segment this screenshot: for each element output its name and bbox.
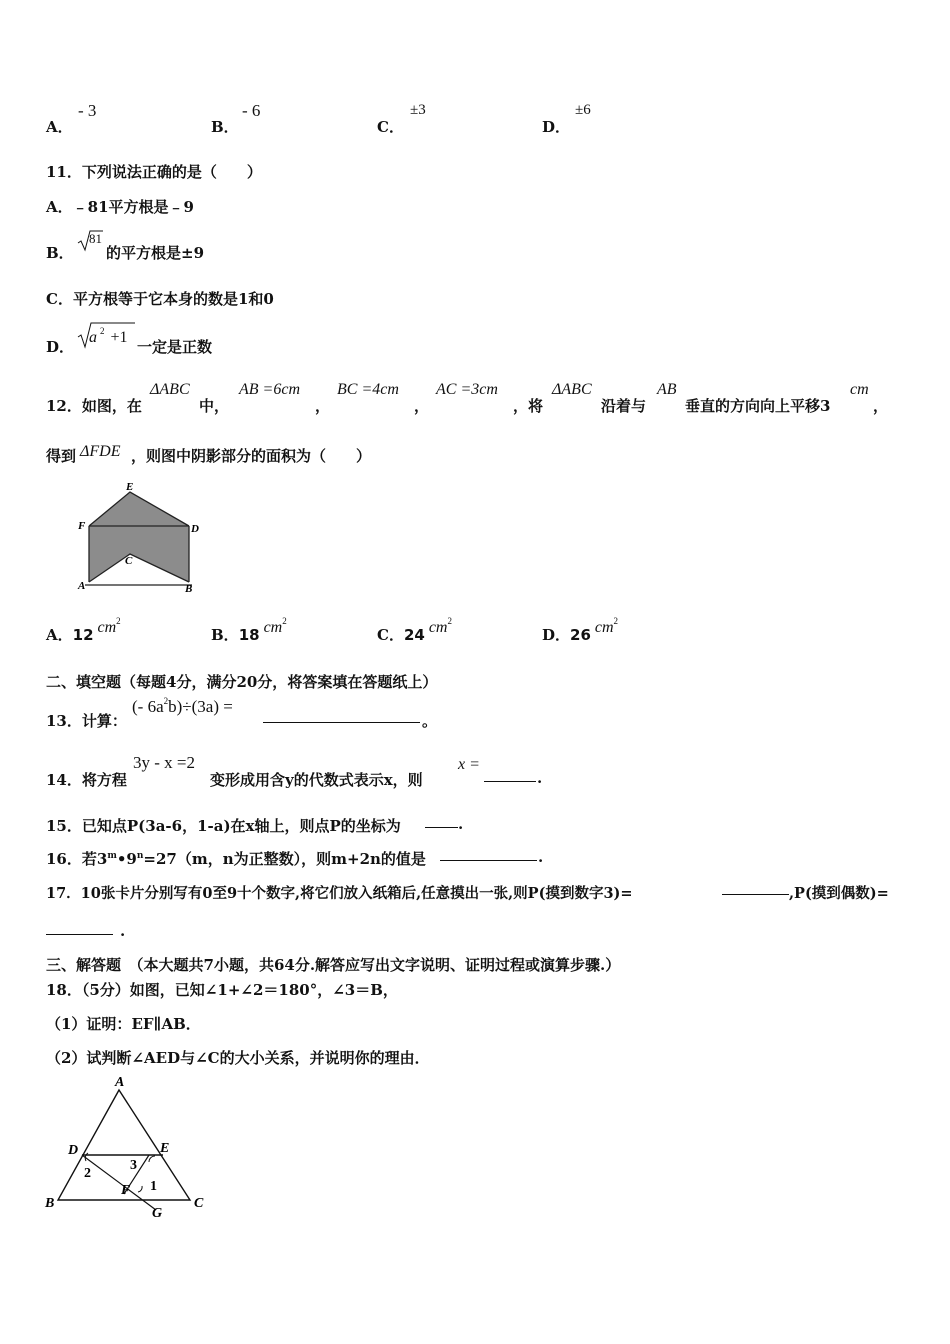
q12-triangle-abc-2: ΔABC bbox=[552, 381, 592, 398]
q12-option-a bbox=[46, 616, 121, 645]
q12-ab-2: AB bbox=[657, 381, 677, 398]
q16-part-3: =27（m，n为正整数），则m+2n的值是 bbox=[143, 850, 426, 868]
q11-option-a-label: A． bbox=[46, 198, 73, 216]
q10-option-c-value: ±3 bbox=[410, 102, 426, 118]
label-d: D bbox=[191, 523, 199, 535]
label-a: A bbox=[115, 1075, 125, 1090]
q13-end: 。 bbox=[422, 712, 438, 730]
q10-option-c-label: C． bbox=[377, 118, 404, 136]
q18-part-1: （1）证明：EF∥AB． bbox=[46, 1015, 201, 1033]
q11-option-d-label: D． bbox=[46, 338, 75, 356]
q14-answer-blank[interactable] bbox=[484, 767, 536, 782]
q13-expr-exp: 2 bbox=[163, 696, 169, 706]
label-angle-2: 2 bbox=[84, 1166, 91, 1181]
q11-option-b-text: 的平方根是±9 bbox=[106, 244, 205, 262]
q12-bc-length: BC =4cm bbox=[337, 381, 399, 398]
q12-option-b-num: 18 bbox=[238, 626, 260, 644]
label-b: B bbox=[185, 583, 193, 595]
q12-option-d bbox=[542, 616, 619, 645]
q12-yanzhe: 沿着与 bbox=[601, 397, 647, 415]
q12-option-d-exp: 2 bbox=[613, 616, 619, 626]
q10-option-a-value: - 3 bbox=[78, 101, 97, 120]
q12-cm: cm bbox=[850, 381, 869, 398]
q12-line2-a: 得到 bbox=[46, 447, 77, 465]
q12-option-b bbox=[211, 616, 287, 645]
q16-part-1: 16．若3 bbox=[46, 850, 108, 868]
label-f: F bbox=[121, 1183, 131, 1198]
q16-answer-blank[interactable] bbox=[440, 846, 537, 861]
q14-end: . bbox=[537, 769, 543, 787]
q11-option-b-label: B． bbox=[46, 244, 74, 262]
q13-expression bbox=[132, 697, 233, 717]
label-e: E bbox=[160, 1141, 170, 1156]
q12-end: ， bbox=[873, 397, 889, 415]
q11-option-c-text: 平方根等于它本身的数是1和0 bbox=[72, 290, 274, 308]
label-angle-1: 1 bbox=[150, 1179, 157, 1194]
q13-expr-part-2: b)÷(3a) = bbox=[168, 697, 233, 716]
q16-end: . bbox=[538, 848, 544, 866]
q12-option-a-unit: cm bbox=[97, 619, 117, 636]
q10-option-d-label: D． bbox=[542, 118, 571, 136]
q11-option-a-text: ﹣81平方根是﹣9 bbox=[72, 198, 194, 216]
q12-option-a-exp: 2 bbox=[116, 616, 121, 626]
q11-option-b-radicand: 81 bbox=[89, 231, 102, 246]
q16-text bbox=[46, 848, 426, 869]
q11-option-c-label: C． bbox=[46, 290, 73, 308]
label-f: F bbox=[78, 520, 86, 532]
q12-line2-b: ，则图中阴影部分的面积为（ ） bbox=[131, 447, 372, 465]
q11-option-c bbox=[46, 288, 274, 309]
q17-text: 17．10张卡片分别写有0至9十个数字,将它们放入纸箱后,任意摸出一张,则P(摸到数字3)= bbox=[46, 885, 633, 902]
q12-option-b-exp: 2 bbox=[282, 616, 287, 626]
q12-ac-length: AC =3cm bbox=[436, 381, 498, 398]
q12-chuizhi: 垂直的方向向上平移3 bbox=[685, 397, 831, 415]
q12-option-c-label: C． bbox=[377, 626, 404, 644]
label-a: A bbox=[78, 580, 86, 592]
q11-option-a bbox=[46, 196, 194, 217]
q15-end: . bbox=[458, 815, 464, 833]
q12-option-c-exp: 2 bbox=[447, 616, 452, 626]
q10-option-b-label: B． bbox=[211, 118, 239, 136]
q17-end: . bbox=[120, 922, 126, 940]
q18-part-2: （2）试判断∠AED与∠C的大小关系，并说明你的理由． bbox=[46, 1049, 430, 1067]
q12-option-c bbox=[377, 616, 452, 645]
q12-option-a-label: A． bbox=[46, 626, 73, 644]
label-c: C bbox=[194, 1196, 204, 1211]
q10-option-b-value: - 6 bbox=[242, 101, 261, 120]
q11-option-d-var: a bbox=[89, 329, 97, 346]
q15-text: 15．已知点P(3a-6，1-a)在x轴上，则点P的坐标为 bbox=[46, 817, 401, 835]
q17-mid: ,P(摸到偶数)= bbox=[789, 885, 889, 902]
q12-number: 12．如图，在 bbox=[46, 397, 142, 415]
q12-option-b-label: B． bbox=[211, 626, 239, 644]
label-e: E bbox=[126, 482, 134, 493]
q14-equation: 3y - x =2 bbox=[133, 753, 195, 772]
q12-option-d-unit: cm bbox=[594, 619, 614, 636]
shaded-region bbox=[89, 492, 189, 582]
q16-exp-m: m bbox=[107, 851, 117, 861]
q12-zhong: 中， bbox=[199, 397, 230, 415]
q12-triangle-abc: ΔABC bbox=[150, 381, 190, 398]
q11-option-d-exp: 2 bbox=[100, 326, 105, 336]
q10-option-d-value: ±6 bbox=[575, 102, 591, 118]
label-b: B bbox=[45, 1196, 55, 1211]
q16-part-2: •9 bbox=[116, 850, 137, 868]
q12-option-d-label: D． bbox=[542, 626, 571, 644]
q13-answer-blank[interactable] bbox=[263, 708, 420, 723]
label-d: D bbox=[68, 1143, 79, 1158]
section-3-heading: 三、解答题 （本大题共7小题，共64分.解答应写出文字说明、证明过程或演算步骤.） bbox=[46, 956, 621, 974]
q17-answer-blank-2[interactable] bbox=[46, 920, 113, 935]
q17-answer-blank-1[interactable] bbox=[722, 880, 789, 895]
q11-option-d-plus: +1 bbox=[110, 329, 128, 346]
q12-comma-1: ， bbox=[315, 397, 331, 415]
section-2-heading: 二、填空题（每题4分，满分20分，将答案填在答题纸上） bbox=[46, 673, 438, 691]
label-angle-3: 3 bbox=[130, 1158, 137, 1173]
q12-comma-2: ， bbox=[414, 397, 430, 415]
q14-text: 14．将方程 bbox=[46, 771, 127, 789]
q12-option-c-unit: cm bbox=[428, 619, 448, 636]
q11-option-d-text: 一定是正数 bbox=[137, 338, 213, 356]
q13-text: 13．计算： bbox=[46, 712, 127, 730]
q12-option-d-num: 26 bbox=[570, 626, 591, 644]
q12-triangle-fde: ΔFDE bbox=[80, 443, 121, 460]
q13-expr-part-1: (- 6a bbox=[132, 697, 164, 716]
label-g: G bbox=[152, 1206, 163, 1221]
q12-option-b-unit: cm bbox=[263, 619, 283, 636]
q12-option-c-num: 24 bbox=[403, 626, 425, 644]
q18-figure bbox=[42, 1072, 212, 1222]
q14-text-2: 变形成用含y的代数式表示x，则 bbox=[210, 771, 423, 789]
q12-ab-length: AB =6cm bbox=[239, 381, 300, 398]
q18-stem: 18．（5分）如图，已知∠1+∠2＝180°，∠3＝B， bbox=[46, 981, 398, 999]
q10-option-a-label: A． bbox=[46, 118, 73, 136]
q11-option-d-expr bbox=[89, 328, 128, 347]
q12-jiang: ，将 bbox=[513, 397, 544, 415]
q11-stem: 11．下列说法正确的是（ ） bbox=[46, 163, 262, 181]
q15-answer-blank[interactable] bbox=[425, 813, 458, 828]
q12-option-a-num: 12 bbox=[72, 626, 94, 644]
q12-figure bbox=[72, 482, 207, 597]
q14-x-equals: x = bbox=[458, 756, 480, 773]
label-c: C bbox=[125, 555, 133, 567]
q16-exp-n: n bbox=[136, 851, 144, 861]
